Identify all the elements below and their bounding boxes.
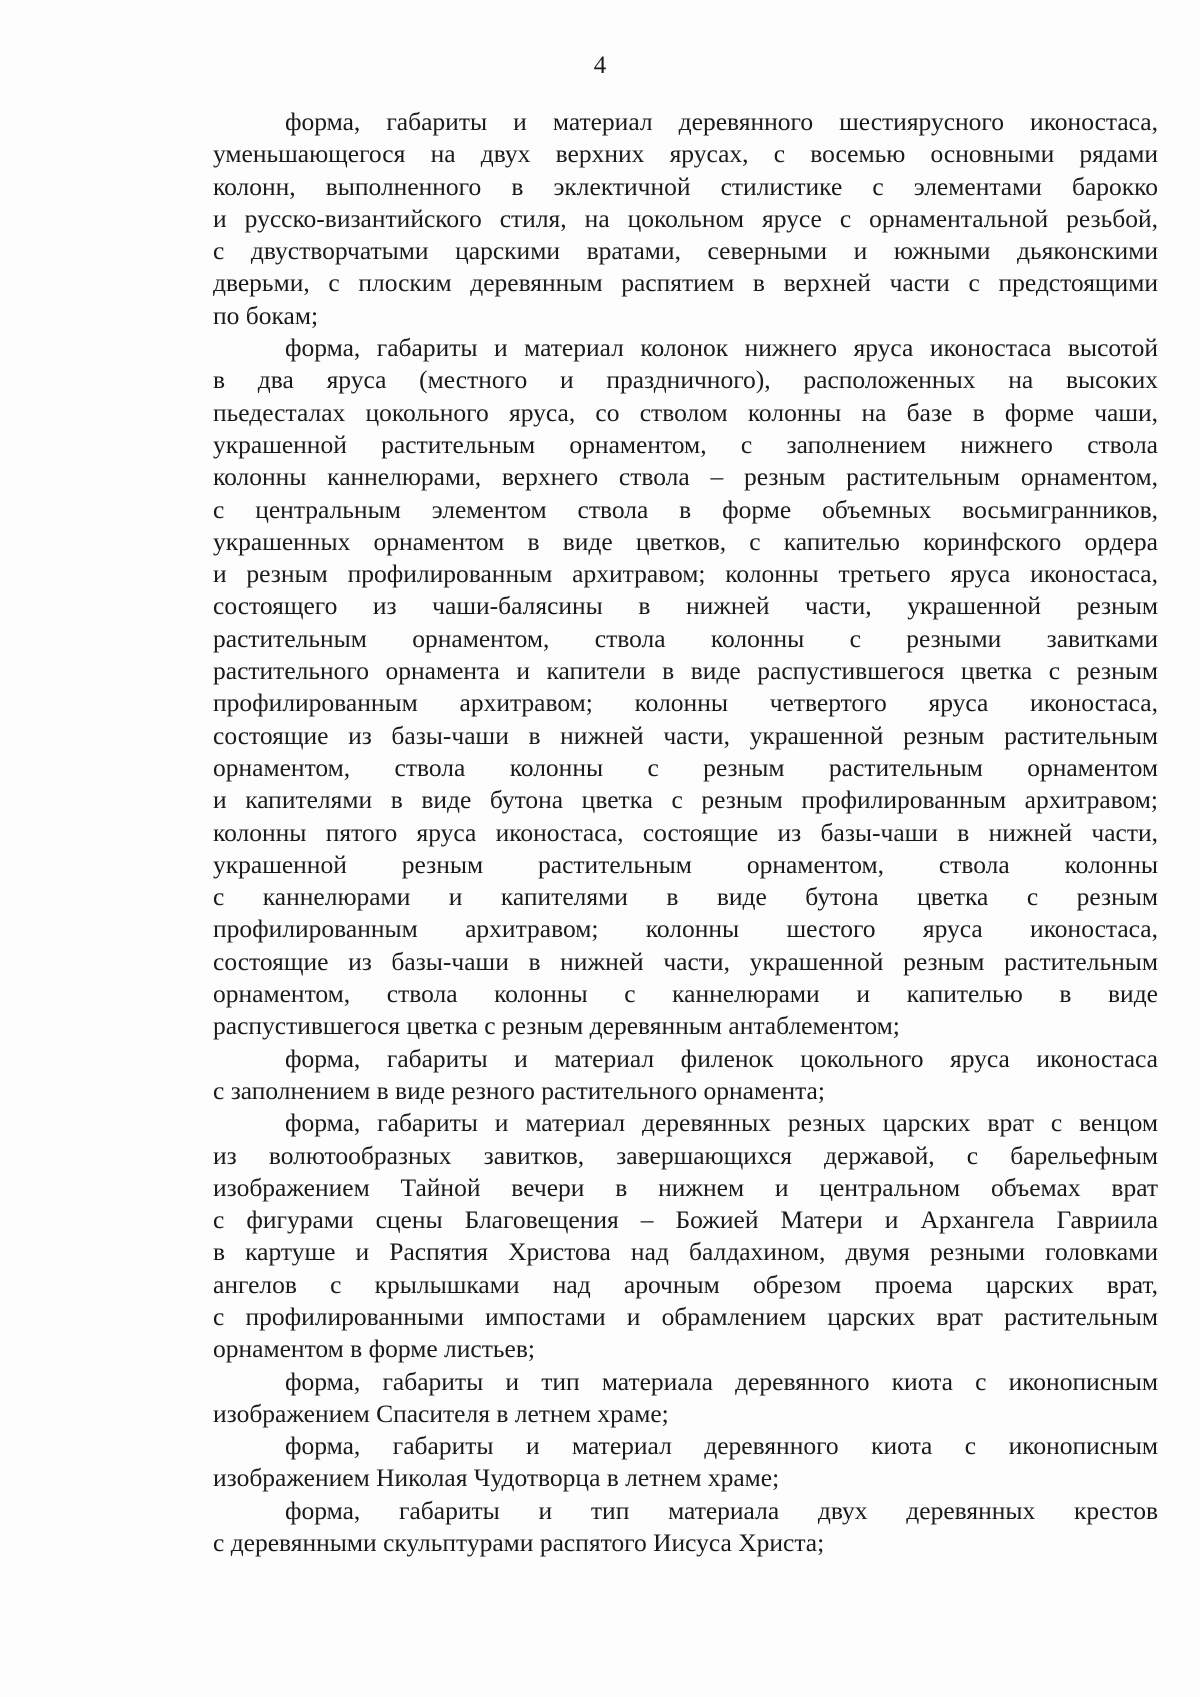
paragraph <box>213 1430 1158 1495</box>
paragraph <box>213 1495 1158 1560</box>
text-line: форма, габариты и материал колонок нижнего яруса иконостаса высотой <box>285 333 1158 363</box>
text-line: состоящие из базы-чаши в нижней части, украшенной резным растительным <box>213 720 1158 750</box>
text-line: форма, габариты и материал филенок цокольного яруса иконостаса <box>285 1043 1158 1073</box>
text-line: с заполнением в виде резного растительного орнамента; <box>213 1075 825 1105</box>
text-line: форма, габариты и материал деревянного шестиярусного иконостаса, <box>285 107 1158 136</box>
text-line: в два яруса (местного и праздничного), расположенных на высоких <box>213 365 1158 395</box>
text-line: колонны каннелюрами, верхнего ствола – резным растительным орнаментом, <box>213 462 1158 492</box>
text-line: из волютообразных завитков, завершающихся державой, с барельефным <box>213 1140 1158 1170</box>
text-line: украшенной резным растительным орнаментом, ствола колонны <box>213 849 1158 879</box>
text-line: распустившегося цветка с резным деревянным антаблементом; <box>213 1011 900 1041</box>
text-line: форма, габариты и тип материала двух деревянных крестов <box>285 1495 1158 1525</box>
text-line: изображением Николая Чудотворца в летнем храме; <box>213 1463 780 1493</box>
paragraph <box>213 106 1158 332</box>
document-body <box>213 106 1158 1559</box>
text-line: уменьшающегося на двух верхних ярусах, с восемью основными рядами <box>213 139 1158 169</box>
page-number: 4 <box>593 52 607 79</box>
text-line: растительным орнаментом, ствола колонны с резными завитками <box>213 623 1158 653</box>
text-line: с фигурами сцены Благовещения – Божией Матери и Архангела Гавриила <box>213 1205 1158 1235</box>
paragraph <box>213 1107 1158 1365</box>
text-line: растительного орнамента и капители в виде распустившегося цветка с резным <box>213 656 1158 686</box>
text-line: форма, габариты и тип материала деревянного киота с иконописным <box>285 1366 1158 1396</box>
text-line: колонн, выполненного в эклектичной стилистике с элементами барокко <box>213 171 1158 201</box>
text-line: и резным профилированным архитравом; колонны третьего яруса иконостаса, <box>213 559 1158 589</box>
text-line: орнаментом в форме листьев; <box>213 1334 535 1364</box>
paragraph <box>213 1043 1158 1108</box>
text-line: форма, габариты и материал деревянных резных царских врат с венцом <box>285 1108 1158 1138</box>
text-line: и русско-византийского стиля, на цокольном ярусе с орнаментальной резьбой, <box>213 203 1158 233</box>
paragraph <box>213 332 1158 1043</box>
text-line: форма, габариты и материал деревянного киота с иконописным <box>285 1431 1158 1461</box>
text-line: с каннелюрами и капителями в виде бутона цветка с резным <box>213 882 1158 912</box>
text-line: изображением Тайной вечери в нижнем и центральном объемах врат <box>213 1172 1158 1202</box>
text-line: дверьми, с плоским деревянным распятием в верхней части с предстоящими <box>213 268 1158 298</box>
text-line: с профилированными импостами и обрамлением царских врат растительным <box>213 1301 1158 1331</box>
text-line: профилированным архитравом; колонны четвертого яруса иконостаса, <box>213 688 1158 718</box>
text-line: ангелов с крылышками над арочным обрезом проема царских врат, <box>213 1269 1158 1299</box>
text-line: в картуше и Распятия Христова над балдахином, двумя резными головками <box>213 1237 1158 1267</box>
paragraph <box>213 1366 1158 1431</box>
text-line: состоящие из базы-чаши в нижней части, украшенной резным растительным <box>213 946 1158 976</box>
text-line: с центральным элементом ствола в форме объемных восьмигранников, <box>213 494 1158 524</box>
text-line: пьедесталах цокольного яруса, со стволом колонны на базе в форме чаши, <box>213 397 1158 427</box>
text-line: с деревянными скульптурами распятого Иисуса Христа; <box>213 1528 825 1558</box>
text-line: и капителями в виде бутона цветка с резным профилированным архитравом; <box>213 785 1158 815</box>
text-line: по бокам; <box>213 300 319 330</box>
text-line: украшенной растительным орнаментом, с заполнением нижнего ствола <box>213 429 1158 459</box>
text-line: профилированным архитравом; колонны шестого яруса иконостаса, <box>213 914 1158 944</box>
text-line: орнаментом, ствола колонны с резным растительным орнаментом <box>213 752 1158 782</box>
text-line: украшенных орнаментом в виде цветков, с капителью коринфского ордера <box>213 526 1158 556</box>
text-line: колонны пятого яруса иконостаса, состоящие из базы-чаши в нижней части, <box>213 817 1158 847</box>
text-line: состоящего из чаши-балясины в нижней части, украшенной резным <box>213 591 1158 621</box>
text-line: орнаментом, ствола колонны с каннелюрами и капителью в виде <box>213 979 1158 1009</box>
text-line: изображением Спасителя в летнем храме; <box>213 1398 669 1428</box>
text-line: с двустворчатыми царскими вратами, северными и южными дьяконскими <box>213 236 1158 266</box>
